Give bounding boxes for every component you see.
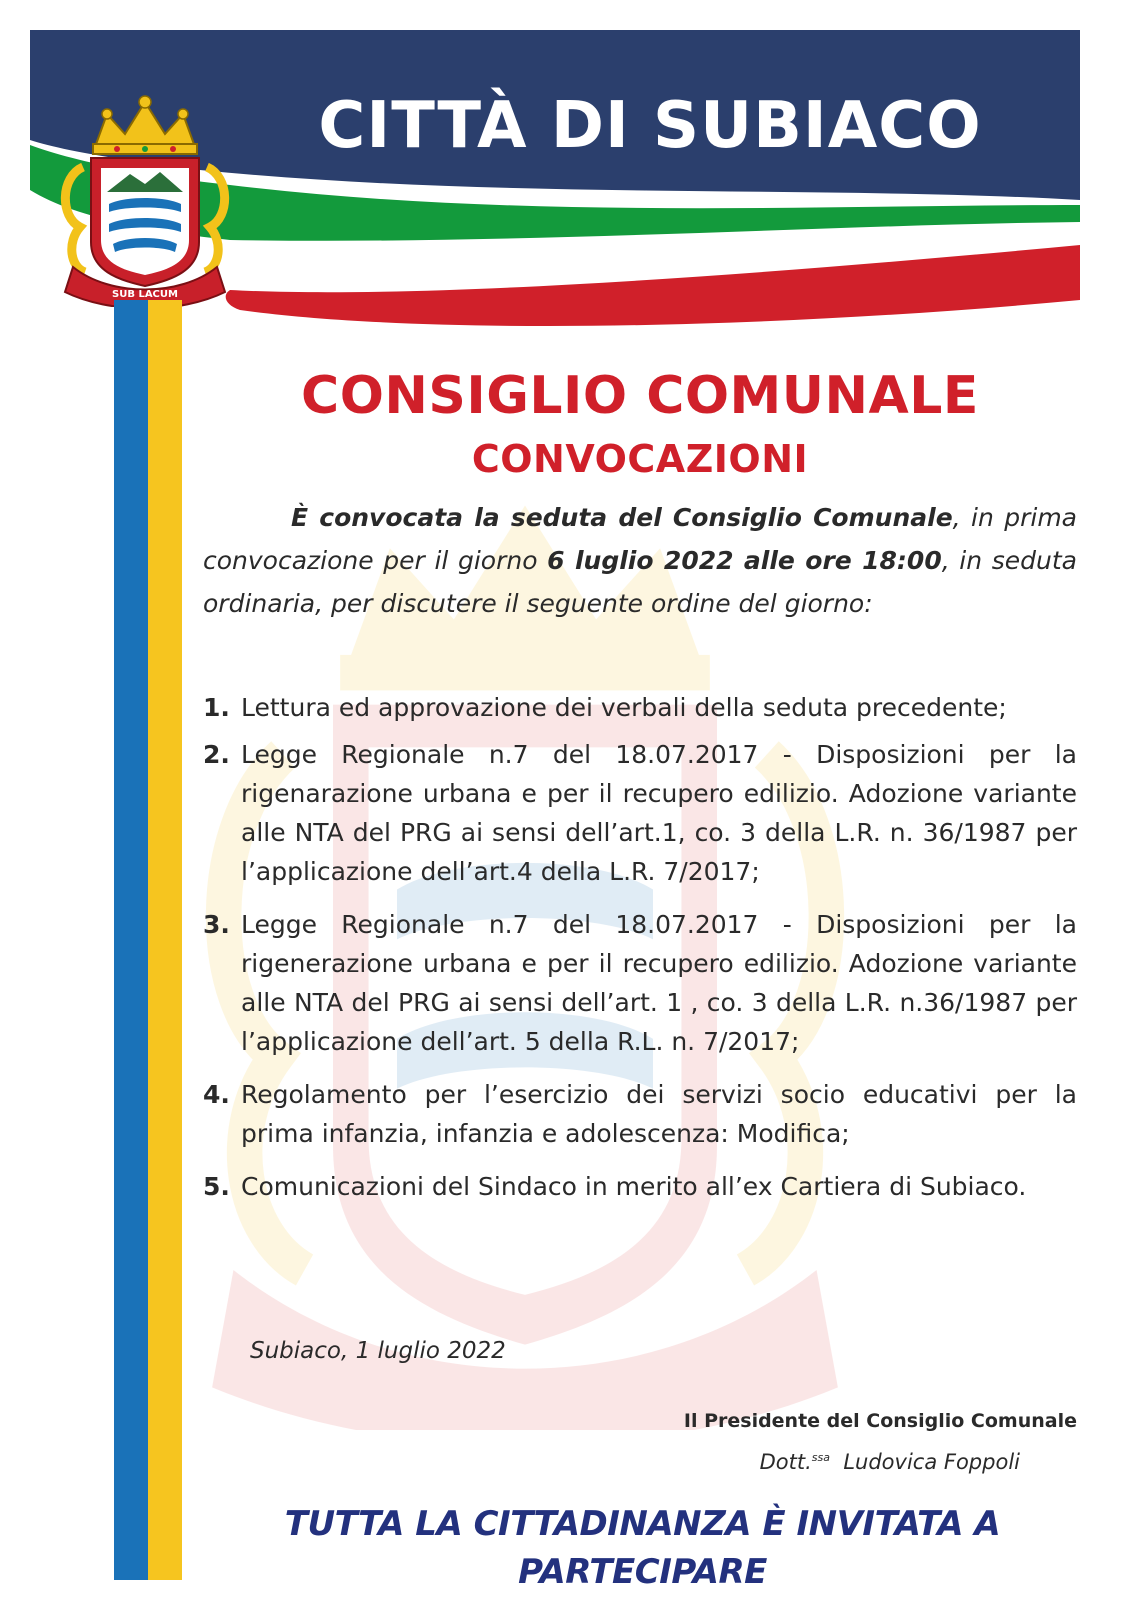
agenda-number: 4. [203,1080,230,1109]
agenda-list [203,688,1077,1206]
agenda-number: 1. [203,693,230,722]
agenda-number: 2. [203,740,230,769]
agenda-text: Legge Regionale n.7 del 18.07.2017 - Disposizioni per la rigenarazione urbana e per il recupero edilizio. Adozione variante alle NTA del PRG ai sensi dell’art.1, co. 3 della L.R. n. 36/1987 per l’applicazione dell’art.4 della L.R. 7/2017; [241,740,1077,886]
intro-paragraph [203,496,1077,625]
agenda-text: Lettura ed approvazione dei verbali della seduta precedente; [241,693,1007,722]
crest-motto: SUB LACUM [112,289,178,300]
agenda-item [203,1075,1077,1153]
place-date: Subiaco, 1 luglio 2022 [250,1338,506,1364]
signer-suffix: ssa [811,1451,830,1464]
signer-prefix: Dott. [759,1450,812,1474]
city-crest-icon [55,92,235,307]
footer-invitation: TUTTA LA CITTADINANZA È INVITATA A PARTECIPARE [284,1504,1001,1592]
blue-stripe [114,300,148,1580]
intro-lead: È convocata la seduta del Consiglio Comunale [291,503,953,532]
agenda-item [203,1167,1077,1206]
yellow-stripe [148,300,182,1580]
president-title: Il Presidente del Consiglio Comunale [683,1410,1077,1432]
crown-icon [93,96,197,154]
agenda-text: Comunicazioni del Sindaco in merito all’ex Cartiera di Subiaco. [241,1172,1027,1201]
signer [560,1443,1020,1477]
agenda-text: Legge Regionale n.7 del 18.07.2017 - Disposizioni per la rigenerazione urbana e per il recupero edilizio. Adozione variante alle NTA del PRG ai sensi dell’art. 1 , co. 3 della L.R. n.36/1987 per l’applicazione dell’art. 5 della R.L. n. 7/2017; [241,910,1077,1056]
agenda-item [203,735,1077,891]
agenda-number: 5. [203,1172,230,1201]
council-title: CONSIGLIO COMUNALE [301,366,979,426]
convocations-subtitle: CONVOCAZIONI [471,437,809,481]
intro-end: , in seduta ordinaria, per discutere il seguente ordine del giorno: [203,546,1077,618]
signer-name: Ludovica Foppoli [843,1450,1020,1474]
intro-date-time: 6 luglio 2022 alle ore 18:00 [547,546,942,575]
intro-mid: , in prima convocazione per il giorno [203,503,1077,575]
agenda-text: Regolamento per l’esercizio dei servizi socio educativi per la prima infanzia, infanzia e adolescenza: Modifica; [241,1080,1077,1148]
city-title: CITTÀ DI SUBIACO [318,89,982,163]
agenda-item [203,688,1077,727]
agenda-number: 3. [203,910,230,939]
agenda-item [203,905,1077,1061]
